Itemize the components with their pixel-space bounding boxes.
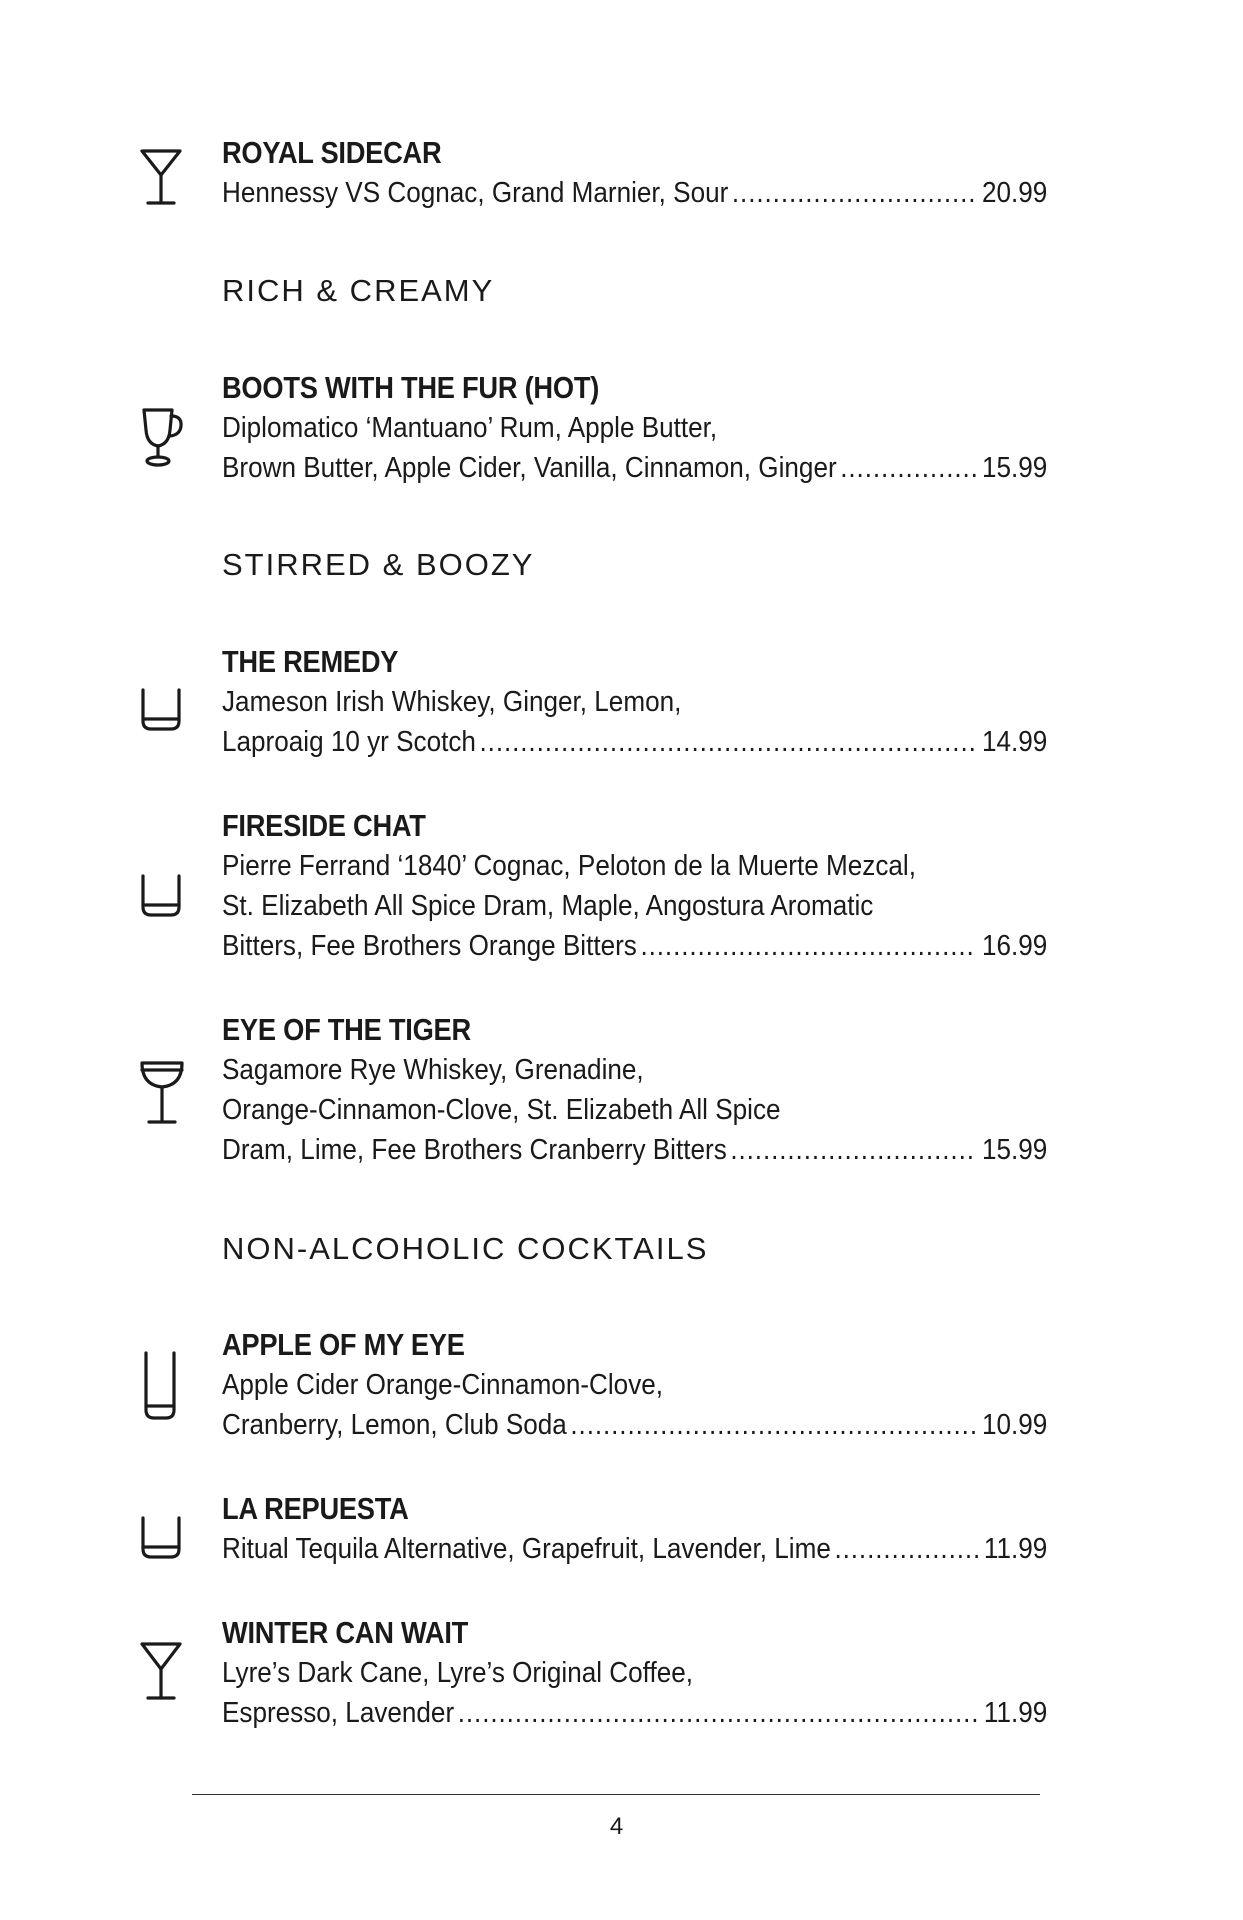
item-description: Cranberry, Lemon, Club Soda — [222, 1409, 567, 1441]
item-name: LA REPUESTA — [222, 1491, 409, 1526]
menu-item — [222, 133, 1048, 213]
martini-glass-icon — [138, 148, 184, 206]
item-price: 14.99 — [981, 726, 1048, 758]
rocks-glass-icon — [138, 873, 184, 919]
item-description-line — [222, 1529, 1047, 1569]
menu-item — [222, 1613, 1048, 1733]
item-price: 11.99 — [983, 1697, 1048, 1729]
menu-item — [222, 806, 1048, 966]
item-name: ROYAL SIDECAR — [222, 135, 442, 170]
section-heading: STIRRED & BOOZY — [222, 547, 535, 582]
section-heading: NON-ALCOHOLIC COCKTAILS — [222, 1231, 709, 1266]
item-description: Ritual Tequila Alternative, Grapefruit, Lavender, Lime — [222, 1533, 831, 1565]
item-description: Laproaig 10 yr Scotch — [222, 726, 476, 758]
item-description-line — [222, 173, 1047, 213]
item-description: Lyre’s Dark Cane, Lyre’s Original Coffee, — [222, 1657, 693, 1689]
dot-leader — [570, 1405, 976, 1445]
item-description: Sagamore Rye Whiskey, Grenadine, — [222, 1054, 644, 1086]
dot-leader — [458, 1693, 979, 1733]
item-price: 10.99 — [981, 1409, 1048, 1441]
item-description-line — [222, 722, 1047, 762]
item-price: 15.99 — [981, 452, 1048, 484]
dot-leader — [840, 448, 976, 488]
item-description: St. Elizabeth All Spice Dram, Maple, Angostura Aromatic — [222, 890, 874, 922]
dot-leader — [640, 926, 976, 966]
item-description: Brown Butter, Apple Cider, Vanilla, Cinnamon, Ginger — [222, 452, 837, 484]
item-name: APPLE OF MY EYE — [222, 1327, 465, 1362]
menu-item — [222, 1010, 1048, 1170]
item-description: Diplomatico ‘Mantuano’ Rum, Apple Butter, — [222, 412, 718, 444]
rocks-glass-icon — [138, 687, 184, 733]
item-name: EYE OF THE TIGER — [222, 1012, 471, 1047]
dot-leader — [730, 1130, 976, 1170]
menu-item — [222, 642, 1048, 762]
item-name: WINTER CAN WAIT — [222, 1615, 469, 1650]
item-name: BOOTS WITH THE FUR (HOT) — [222, 370, 600, 405]
page-number: 4 — [609, 1813, 624, 1840]
irish-coffee-mug-icon — [138, 406, 188, 468]
item-description: Pierre Ferrand ‘1840’ Cognac, Peloton de la Muerte Mezcal, — [222, 850, 916, 882]
martini-glass-icon — [138, 1641, 184, 1701]
dot-leader — [732, 173, 977, 213]
item-description: Espresso, Lavender — [222, 1697, 455, 1729]
item-description: Jameson Irish Whiskey, Ginger, Lemon, — [222, 686, 682, 718]
item-price: 20.99 — [981, 177, 1048, 209]
item-description-line — [222, 1405, 1047, 1445]
highball-glass-icon — [138, 1350, 182, 1422]
item-description: Bitters, Fee Brothers Orange Bitters — [222, 930, 637, 962]
menu-item — [222, 1325, 1048, 1445]
dot-leader — [834, 1529, 978, 1569]
menu-item — [222, 1489, 1048, 1569]
menu-item — [222, 368, 1048, 488]
item-price: 11.99 — [983, 1533, 1048, 1565]
item-description: Dram, Lime, Fee Brothers Cranberry Bitters — [222, 1134, 727, 1166]
section-heading: RICH & CREAMY — [222, 273, 495, 308]
item-description-line — [222, 926, 1047, 966]
coupe-glass-icon — [138, 1059, 186, 1127]
item-description: Orange-Cinnamon-Clove, St. Elizabeth All Spice — [222, 1094, 781, 1126]
item-description: Apple Cider Orange-Cinnamon-Clove, — [222, 1369, 664, 1401]
rocks-glass-icon — [138, 1515, 184, 1561]
footer-divider — [192, 1794, 1040, 1795]
item-name: FIRESIDE CHAT — [222, 808, 426, 843]
item-description-line — [222, 448, 1047, 488]
item-price: 15.99 — [981, 1134, 1048, 1166]
dot-leader — [480, 722, 977, 762]
item-description-line — [222, 1693, 1047, 1733]
item-description: Hennessy VS Cognac, Grand Marnier, Sour — [222, 177, 729, 209]
item-name: THE REMEDY — [222, 644, 399, 679]
item-price: 16.99 — [981, 930, 1048, 962]
item-description-line — [222, 1130, 1047, 1170]
